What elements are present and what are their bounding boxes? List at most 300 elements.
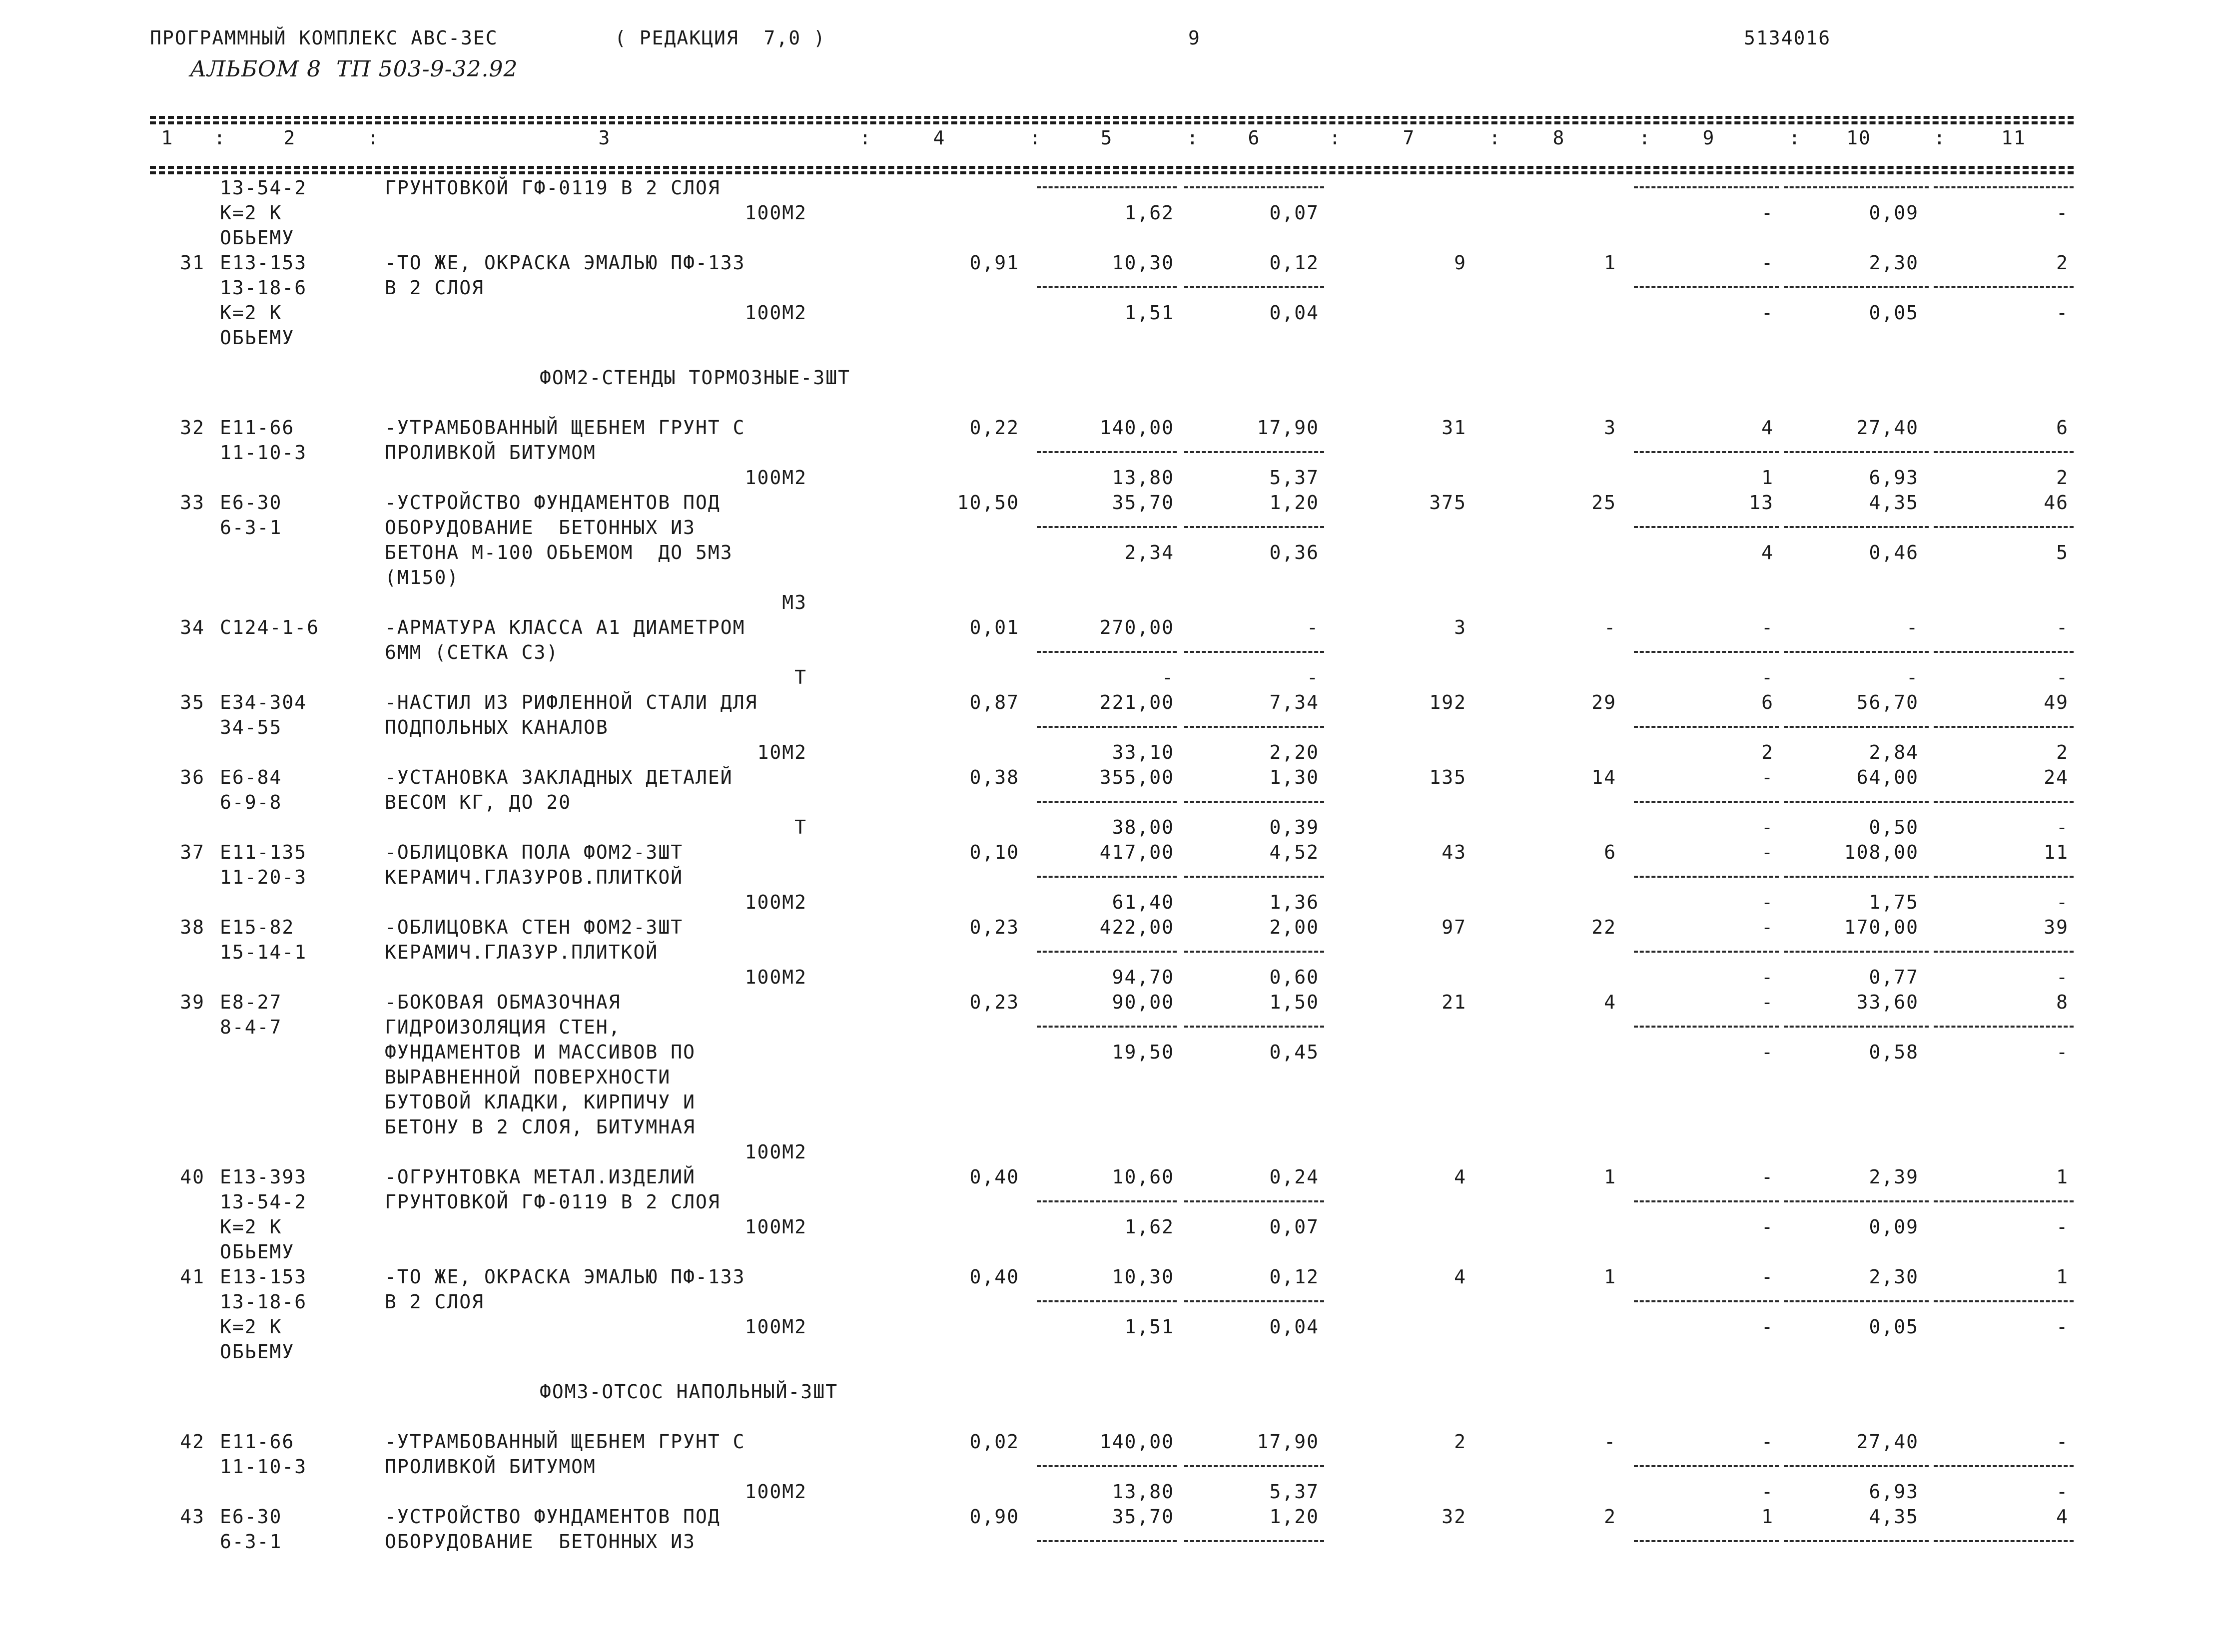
subtotal-rule bbox=[1934, 1465, 2074, 1467]
rate-code: 11-10-3 bbox=[220, 1456, 307, 1478]
subtotal-rule bbox=[1784, 651, 1929, 653]
column-header-7: 7 bbox=[1403, 127, 1416, 149]
unit-wage-cost: 33,10 bbox=[1112, 741, 1174, 763]
column-header-10: 10 bbox=[1846, 127, 1871, 149]
total-cost: 21 bbox=[1442, 991, 1467, 1013]
work-description: -УТРАМБОВАННЫЙ ЩЕБНЕМ ГРУНТ С bbox=[385, 417, 745, 439]
total-cost: 3 bbox=[1454, 616, 1467, 638]
subtotal-rule bbox=[1184, 651, 1324, 653]
column-separator: : bbox=[214, 127, 226, 149]
unit-cost-total: 221,00 bbox=[1099, 691, 1174, 713]
labor-total: 39 bbox=[2044, 916, 2069, 938]
machine-labor-total: - bbox=[2056, 1481, 2069, 1503]
work-description: ОБОРУДОВАНИЕ БЕТОННЫХ ИЗ bbox=[385, 1531, 696, 1553]
rate-code: Е11-66 bbox=[220, 417, 295, 439]
subtotal-rule bbox=[1784, 1200, 1929, 1202]
unit-cost-machines: 0,24 bbox=[1269, 1166, 1319, 1188]
machine-labor-total: - bbox=[2056, 666, 2069, 688]
subtotal-rule bbox=[1634, 1026, 1779, 1028]
subtotal-rule bbox=[1037, 526, 1177, 528]
wage-cost: - bbox=[1761, 616, 1774, 638]
subtotal-rule bbox=[1184, 451, 1324, 453]
machine-cost: 6 bbox=[1604, 841, 1616, 863]
quantity-value: 0,40 bbox=[969, 1166, 1019, 1188]
wage-cost: - bbox=[1761, 991, 1774, 1013]
rate-code: 11-10-3 bbox=[220, 442, 307, 464]
subtotal-rule bbox=[1934, 726, 2074, 728]
quantity-value: 0,23 bbox=[969, 991, 1019, 1013]
subtotal-rule bbox=[1934, 1200, 2074, 1202]
subtotal-rule bbox=[1784, 526, 1929, 528]
unit-of-measure: 100М2 bbox=[744, 966, 807, 988]
machine-cost: - bbox=[1604, 1431, 1616, 1453]
machine-cost: 4 bbox=[1604, 991, 1616, 1013]
subtotal-rule bbox=[1784, 726, 1929, 728]
row-number: 38 bbox=[180, 916, 205, 938]
machine-wage-total: - bbox=[1761, 1216, 1774, 1238]
labor-unit: 2,30 bbox=[1869, 252, 1919, 274]
column-header-8: 8 bbox=[1552, 127, 1565, 149]
unit-of-measure: 100М2 bbox=[744, 891, 807, 913]
labor-total: 1 bbox=[2056, 1166, 2069, 1188]
column-separator: : bbox=[1639, 127, 1651, 149]
rate-code: 34-55 bbox=[220, 716, 282, 738]
work-description: В 2 СЛОЯ bbox=[385, 1291, 485, 1313]
machine-labor-unit: 1,75 bbox=[1869, 891, 1919, 913]
unit-cost-machines: 1,30 bbox=[1269, 766, 1319, 788]
unit-cost-machines: 2,00 bbox=[1269, 916, 1319, 938]
machine-labor-unit: 0,05 bbox=[1869, 1316, 1919, 1338]
unit-cost-machines: 0,12 bbox=[1269, 252, 1319, 274]
subtotal-rule bbox=[1184, 876, 1324, 878]
subtotal-rule bbox=[1634, 726, 1779, 728]
unit-machine-wage: 0,39 bbox=[1269, 816, 1319, 838]
machine-wage-total: - bbox=[1761, 816, 1774, 838]
total-cost: 375 bbox=[1429, 492, 1467, 514]
subtotal-rule bbox=[1184, 1026, 1324, 1028]
machine-cost: 1 bbox=[1604, 1266, 1616, 1288]
unit-cost-machines: 4,52 bbox=[1269, 841, 1319, 863]
subtotal-rule bbox=[1634, 451, 1779, 453]
unit-cost-total: 90,00 bbox=[1112, 991, 1174, 1013]
row-number: 36 bbox=[180, 766, 205, 788]
unit-cost-machines: 17,90 bbox=[1257, 417, 1319, 439]
quantity-value: 0,23 bbox=[969, 916, 1019, 938]
column-separator: : bbox=[1934, 127, 1946, 149]
work-description: ФУНДАМЕНТОВ И МАССИВОВ ПО bbox=[385, 1041, 696, 1063]
machine-wage-total: - bbox=[1761, 666, 1774, 688]
machine-labor-unit: 0,46 bbox=[1869, 542, 1919, 563]
labor-unit: 33,60 bbox=[1856, 991, 1919, 1013]
subtotal-rule bbox=[1634, 1465, 1779, 1467]
unit-of-measure: М3 bbox=[782, 591, 807, 613]
unit-of-measure: Т bbox=[794, 816, 807, 838]
unit-cost-total: 422,00 bbox=[1099, 916, 1174, 938]
work-description: БЕТОНУ В 2 СЛОЯ, БИТУМНАЯ bbox=[385, 1116, 696, 1138]
machine-cost: 25 bbox=[1591, 492, 1616, 514]
subtotal-rule bbox=[1634, 186, 1779, 188]
work-description: ГИДРОИЗОЛЯЦИЯ СТЕН, bbox=[385, 1016, 621, 1038]
machine-labor-unit: 0,09 bbox=[1869, 1216, 1919, 1238]
header-rule-bottom bbox=[150, 166, 2074, 169]
machine-cost: 3 bbox=[1604, 417, 1616, 439]
column-header-11: 11 bbox=[2001, 127, 2026, 149]
unit-machine-wage: 5,37 bbox=[1269, 467, 1319, 489]
labor-total: 2 bbox=[2056, 252, 2069, 274]
labor-unit: 27,40 bbox=[1856, 417, 1919, 439]
machine-labor-total: - bbox=[2056, 1216, 2069, 1238]
wage-cost: 6 bbox=[1761, 691, 1774, 713]
machine-wage-total: - bbox=[1761, 966, 1774, 988]
unit-machine-wage: 0,45 bbox=[1269, 1041, 1319, 1063]
work-description: ОБОРУДОВАНИЕ БЕТОННЫХ ИЗ bbox=[385, 517, 696, 539]
unit-of-measure: 100М2 bbox=[744, 1216, 807, 1238]
subtotal-rule bbox=[1184, 186, 1324, 188]
unit-machine-wage: - bbox=[1307, 666, 1319, 688]
wage-cost: - bbox=[1761, 841, 1774, 863]
column-separator: : bbox=[367, 127, 380, 149]
unit-of-measure: 100М2 bbox=[744, 467, 807, 489]
machine-wage-total: - bbox=[1761, 1316, 1774, 1338]
rate-code: 13-18-6 bbox=[220, 277, 307, 299]
quantity-value: 0,40 bbox=[969, 1266, 1019, 1288]
machine-cost: 1 bbox=[1604, 1166, 1616, 1188]
quantity-value: 0,38 bbox=[969, 766, 1019, 788]
machine-cost: 22 bbox=[1591, 916, 1616, 938]
quantity-value: 0,90 bbox=[969, 1506, 1019, 1528]
work-description: -НАСТИЛ ИЗ РИФЛЕННОЙ СТАЛИ ДЛЯ bbox=[385, 691, 758, 713]
subtotal-rule bbox=[1037, 1300, 1177, 1302]
subtotal-rule bbox=[1934, 186, 2074, 188]
machine-labor-total: - bbox=[2056, 1041, 2069, 1063]
work-description: ГРУНТОВКОЙ ГФ-0119 В 2 СЛОЯ bbox=[385, 1191, 721, 1213]
header-rule-top bbox=[150, 116, 2074, 119]
unit-wage-cost: 2,34 bbox=[1124, 542, 1174, 563]
subtotal-rule bbox=[1184, 801, 1324, 803]
row-number: 41 bbox=[180, 1266, 205, 1288]
machine-labor-unit: 0,09 bbox=[1869, 202, 1919, 224]
labor-unit: - bbox=[1906, 616, 1919, 638]
machine-labor-total: - bbox=[2056, 816, 2069, 838]
unit-cost-machines: 1,20 bbox=[1269, 492, 1319, 514]
unit-wage-cost: 13,80 bbox=[1112, 467, 1174, 489]
document-code: 5134016 bbox=[1744, 27, 1831, 49]
section-heading: ФОМ2-СТЕНДЫ ТОРМОЗНЫЕ-3ШТ bbox=[540, 367, 850, 389]
rate-code: Е6-84 bbox=[220, 766, 282, 788]
column-separator: : bbox=[1329, 127, 1342, 149]
subtotal-rule bbox=[1784, 1300, 1929, 1302]
subtotal-rule bbox=[1784, 186, 1929, 188]
machine-labor-total: - bbox=[2056, 302, 2069, 324]
total-cost: 9 bbox=[1454, 252, 1467, 274]
total-cost: 43 bbox=[1442, 841, 1467, 863]
machine-cost: 29 bbox=[1591, 691, 1616, 713]
work-description: ПОДПОЛЬНЫХ КАНАЛОВ bbox=[385, 716, 609, 738]
subtotal-rule bbox=[1184, 726, 1324, 728]
rate-code: 13-54-2 bbox=[220, 177, 307, 199]
subtotal-rule bbox=[1934, 286, 2074, 288]
labor-unit: 4,35 bbox=[1869, 1506, 1919, 1528]
machine-labor-total: - bbox=[2056, 202, 2069, 224]
rate-code: 6-9-8 bbox=[220, 791, 282, 813]
column-separator: : bbox=[1489, 127, 1501, 149]
subtotal-rule bbox=[1634, 651, 1779, 653]
subtotal-rule bbox=[1784, 1540, 1929, 1542]
column-header-3: 3 bbox=[598, 127, 611, 149]
machine-labor-total: 2 bbox=[2056, 467, 2069, 489]
machine-cost: 2 bbox=[1604, 1506, 1616, 1528]
unit-of-measure: 100М2 bbox=[744, 202, 807, 224]
unit-cost-total: 35,70 bbox=[1112, 492, 1174, 514]
unit-machine-wage: 0,36 bbox=[1269, 542, 1319, 563]
rate-code: Е13-153 bbox=[220, 1266, 307, 1288]
work-description: БУТОВОЙ КЛАДКИ, КИРПИЧУ И bbox=[385, 1091, 696, 1113]
column-separator: : bbox=[1789, 127, 1801, 149]
header-rule-bottom-2 bbox=[150, 171, 2074, 174]
wage-cost: - bbox=[1761, 1266, 1774, 1288]
subtotal-rule bbox=[1634, 1300, 1779, 1302]
section-heading: ФОМ3-ОТСОС НАПОЛЬНЫЙ-3ШТ bbox=[540, 1381, 838, 1403]
rate-code: 13-18-6 bbox=[220, 1291, 307, 1313]
wage-cost: - bbox=[1761, 1166, 1774, 1188]
rate-code: К=2 К bbox=[220, 302, 282, 324]
unit-wage-cost: - bbox=[1162, 666, 1174, 688]
unit-wage-cost: 1,51 bbox=[1124, 1316, 1174, 1338]
unit-cost-total: 140,00 bbox=[1099, 1431, 1174, 1453]
subtotal-rule bbox=[1634, 876, 1779, 878]
subtotal-rule bbox=[1784, 801, 1929, 803]
rate-code: К=2 К bbox=[220, 1316, 282, 1338]
subtotal-rule bbox=[1037, 451, 1177, 453]
rate-code: 6-3-1 bbox=[220, 517, 282, 539]
quantity-value: 0,87 bbox=[969, 691, 1019, 713]
machine-labor-unit: 2,84 bbox=[1869, 741, 1919, 763]
unit-wage-cost: 13,80 bbox=[1112, 1481, 1174, 1503]
unit-cost-total: 355,00 bbox=[1099, 766, 1174, 788]
total-cost: 32 bbox=[1442, 1506, 1467, 1528]
rate-code: ОБЬЕМУ bbox=[220, 227, 295, 249]
subtotal-rule bbox=[1634, 951, 1779, 953]
edition-label: ( РЕДАКЦИЯ 7,0 ) bbox=[615, 27, 826, 49]
subtotal-rule bbox=[1934, 951, 2074, 953]
subtotal-rule bbox=[1934, 1540, 2074, 1542]
rate-code: К=2 К bbox=[220, 1216, 282, 1238]
row-number: 42 bbox=[180, 1431, 205, 1453]
album-handwritten-label: АЛЬБОМ 8 ТП 503-9-32.92 bbox=[190, 56, 518, 82]
unit-wage-cost: 1,62 bbox=[1124, 1216, 1174, 1238]
unit-cost-machines: - bbox=[1307, 616, 1319, 638]
unit-wage-cost: 1,62 bbox=[1124, 202, 1174, 224]
subtotal-rule bbox=[1184, 1200, 1324, 1202]
row-number: 39 bbox=[180, 991, 205, 1013]
column-header-5: 5 bbox=[1100, 127, 1113, 149]
work-description: ГРУНТОВКОЙ ГФ-0119 В 2 СЛОЯ bbox=[385, 177, 721, 199]
subtotal-rule bbox=[1634, 286, 1779, 288]
wage-cost: - bbox=[1761, 252, 1774, 274]
total-cost: 4 bbox=[1454, 1166, 1467, 1188]
unit-cost-total: 140,00 bbox=[1099, 417, 1174, 439]
unit-machine-wage: 1,36 bbox=[1269, 891, 1319, 913]
subtotal-rule bbox=[1184, 1300, 1324, 1302]
machine-labor-total: - bbox=[2056, 1316, 2069, 1338]
row-number: 31 bbox=[180, 252, 205, 274]
work-description: -УСТАНОВКА ЗАКЛАДНЫХ ДЕТАЛЕЙ bbox=[385, 766, 733, 788]
labor-unit: 2,39 bbox=[1869, 1166, 1919, 1188]
work-description: В 2 СЛОЯ bbox=[385, 277, 485, 299]
subtotal-rule bbox=[1184, 1465, 1324, 1467]
labor-total: 1 bbox=[2056, 1266, 2069, 1288]
labor-unit: 4,35 bbox=[1869, 492, 1919, 514]
page-number: 9 bbox=[1188, 27, 1201, 49]
machine-labor-total: 5 bbox=[2056, 542, 2069, 563]
column-header-2: 2 bbox=[283, 127, 296, 149]
machine-cost: 14 bbox=[1591, 766, 1616, 788]
work-description: -ТО ЖЕ, ОКРАСКА ЭМАЛЬЮ ПФ-133 bbox=[385, 1266, 745, 1288]
quantity-value: 0,02 bbox=[969, 1431, 1019, 1453]
program-title: ПРОГРАММНЫЙ КОМПЛЕКС АВС-ЗЕС bbox=[150, 27, 498, 49]
subtotal-rule bbox=[1037, 726, 1177, 728]
header-rule-second bbox=[150, 121, 2074, 124]
unit-cost-machines: 1,50 bbox=[1269, 991, 1319, 1013]
work-description: БЕТОНА М-100 ОБЬЕМОМ ДО 5М3 bbox=[385, 542, 733, 563]
subtotal-rule bbox=[1037, 651, 1177, 653]
machine-wage-total: - bbox=[1761, 302, 1774, 324]
unit-cost-total: 35,70 bbox=[1112, 1506, 1174, 1528]
rate-code: 6-3-1 bbox=[220, 1531, 282, 1553]
machine-labor-unit: 6,93 bbox=[1869, 1481, 1919, 1503]
subtotal-rule bbox=[1037, 951, 1177, 953]
total-cost: 2 bbox=[1454, 1431, 1467, 1453]
unit-of-measure: 100М2 bbox=[744, 1481, 807, 1503]
unit-machine-wage: 0,04 bbox=[1269, 302, 1319, 324]
rate-code: С124-1-6 bbox=[220, 616, 320, 638]
quantity-value: 0,91 bbox=[969, 252, 1019, 274]
machine-labor-unit: 0,77 bbox=[1869, 966, 1919, 988]
rate-code: Е11-66 bbox=[220, 1431, 295, 1453]
machine-wage-total: 2 bbox=[1761, 741, 1774, 763]
labor-total: 24 bbox=[2044, 766, 2069, 788]
subtotal-rule bbox=[1037, 801, 1177, 803]
labor-unit: 64,00 bbox=[1856, 766, 1919, 788]
work-description: 6ММ (СЕТКА С3) bbox=[385, 641, 559, 663]
wage-cost: 13 bbox=[1749, 492, 1774, 514]
row-number: 32 bbox=[180, 417, 205, 439]
subtotal-rule bbox=[1784, 876, 1929, 878]
labor-unit: 27,40 bbox=[1856, 1431, 1919, 1453]
subtotal-rule bbox=[1634, 1200, 1779, 1202]
rate-code: Е13-153 bbox=[220, 252, 307, 274]
work-description: ПРОЛИВКОЙ БИТУМОМ bbox=[385, 1456, 596, 1478]
machine-labor-unit: - bbox=[1906, 666, 1919, 688]
rate-code: К=2 К bbox=[220, 202, 282, 224]
rate-code: Е6-30 bbox=[220, 1506, 282, 1528]
labor-total: 49 bbox=[2044, 691, 2069, 713]
unit-machine-wage: 0,04 bbox=[1269, 1316, 1319, 1338]
unit-of-measure: 100М2 bbox=[744, 1141, 807, 1163]
rate-code: Е34-304 bbox=[220, 691, 307, 713]
unit-cost-machines: 1,20 bbox=[1269, 1506, 1319, 1528]
unit-of-measure: 10М2 bbox=[757, 741, 807, 763]
rate-code: ОБЬЕМУ bbox=[220, 327, 295, 349]
unit-wage-cost: 19,50 bbox=[1112, 1041, 1174, 1063]
subtotal-rule bbox=[1037, 286, 1177, 288]
subtotal-rule bbox=[1037, 1200, 1177, 1202]
unit-cost-machines: 0,12 bbox=[1269, 1266, 1319, 1288]
rate-code: ОБЬЕМУ bbox=[220, 1341, 295, 1363]
unit-cost-total: 10,30 bbox=[1112, 252, 1174, 274]
subtotal-rule bbox=[1184, 286, 1324, 288]
machine-cost: 1 bbox=[1604, 252, 1616, 274]
row-number: 37 bbox=[180, 841, 205, 863]
subtotal-rule bbox=[1784, 1026, 1929, 1028]
unit-wage-cost: 1,51 bbox=[1124, 302, 1174, 324]
labor-total: 8 bbox=[2056, 991, 2069, 1013]
subtotal-rule bbox=[1934, 526, 2074, 528]
machine-wage-total: - bbox=[1761, 1041, 1774, 1063]
rate-code: ОБЬЕМУ bbox=[220, 1241, 295, 1263]
wage-cost: - bbox=[1761, 1431, 1774, 1453]
labor-total: - bbox=[2056, 1431, 2069, 1453]
machine-wage-total: - bbox=[1761, 202, 1774, 224]
subtotal-rule bbox=[1934, 1300, 2074, 1302]
machine-labor-unit: 6,93 bbox=[1869, 467, 1919, 489]
machine-wage-total: 4 bbox=[1761, 542, 1774, 563]
subtotal-rule bbox=[1784, 1465, 1929, 1467]
labor-unit: 170,00 bbox=[1844, 916, 1919, 938]
machine-wage-total: - bbox=[1761, 891, 1774, 913]
quantity-value: 0,22 bbox=[969, 417, 1019, 439]
unit-machine-wage: 0,60 bbox=[1269, 966, 1319, 988]
subtotal-rule bbox=[1037, 186, 1177, 188]
subtotal-rule bbox=[1037, 1540, 1177, 1542]
subtotal-rule bbox=[1934, 801, 2074, 803]
column-header-4: 4 bbox=[933, 127, 946, 149]
machine-labor-unit: 0,05 bbox=[1869, 302, 1919, 324]
work-description: -БОКОВАЯ ОБМАЗОЧНАЯ bbox=[385, 991, 621, 1013]
total-cost: 192 bbox=[1429, 691, 1467, 713]
unit-cost-total: 10,60 bbox=[1112, 1166, 1174, 1188]
subtotal-rule bbox=[1934, 651, 2074, 653]
unit-machine-wage: 0,07 bbox=[1269, 1216, 1319, 1238]
rate-code: Е6-30 bbox=[220, 492, 282, 514]
machine-labor-total: 2 bbox=[2056, 741, 2069, 763]
rate-code: 15-14-1 bbox=[220, 941, 307, 963]
rate-code: Е15-82 bbox=[220, 916, 295, 938]
work-description: -ОБЛИЦОВКА СТЕН ФОМ2-3ШТ bbox=[385, 916, 684, 938]
wage-cost: 4 bbox=[1761, 417, 1774, 439]
machine-cost: - bbox=[1604, 616, 1616, 638]
subtotal-rule bbox=[1037, 876, 1177, 878]
total-cost: 4 bbox=[1454, 1266, 1467, 1288]
quantity-value: 0,10 bbox=[969, 841, 1019, 863]
row-number: 33 bbox=[180, 492, 205, 514]
subtotal-rule bbox=[1037, 1465, 1177, 1467]
labor-total: 4 bbox=[2056, 1506, 2069, 1528]
subtotal-rule bbox=[1784, 286, 1929, 288]
rate-code: Е13-393 bbox=[220, 1166, 307, 1188]
work-description: -ОБЛИЦОВКА ПОЛА ФОМ2-3ШТ bbox=[385, 841, 684, 863]
unit-machine-wage: 0,07 bbox=[1269, 202, 1319, 224]
unit-of-measure: 100М2 bbox=[744, 302, 807, 324]
labor-total: 46 bbox=[2044, 492, 2069, 514]
quantity-value: 10,50 bbox=[957, 492, 1019, 514]
row-number: 43 bbox=[180, 1506, 205, 1528]
column-separator: : bbox=[859, 127, 872, 149]
column-separator: : bbox=[1187, 127, 1199, 149]
unit-cost-total: 417,00 bbox=[1099, 841, 1174, 863]
column-separator: : bbox=[1029, 127, 1042, 149]
subtotal-rule bbox=[1634, 1540, 1779, 1542]
